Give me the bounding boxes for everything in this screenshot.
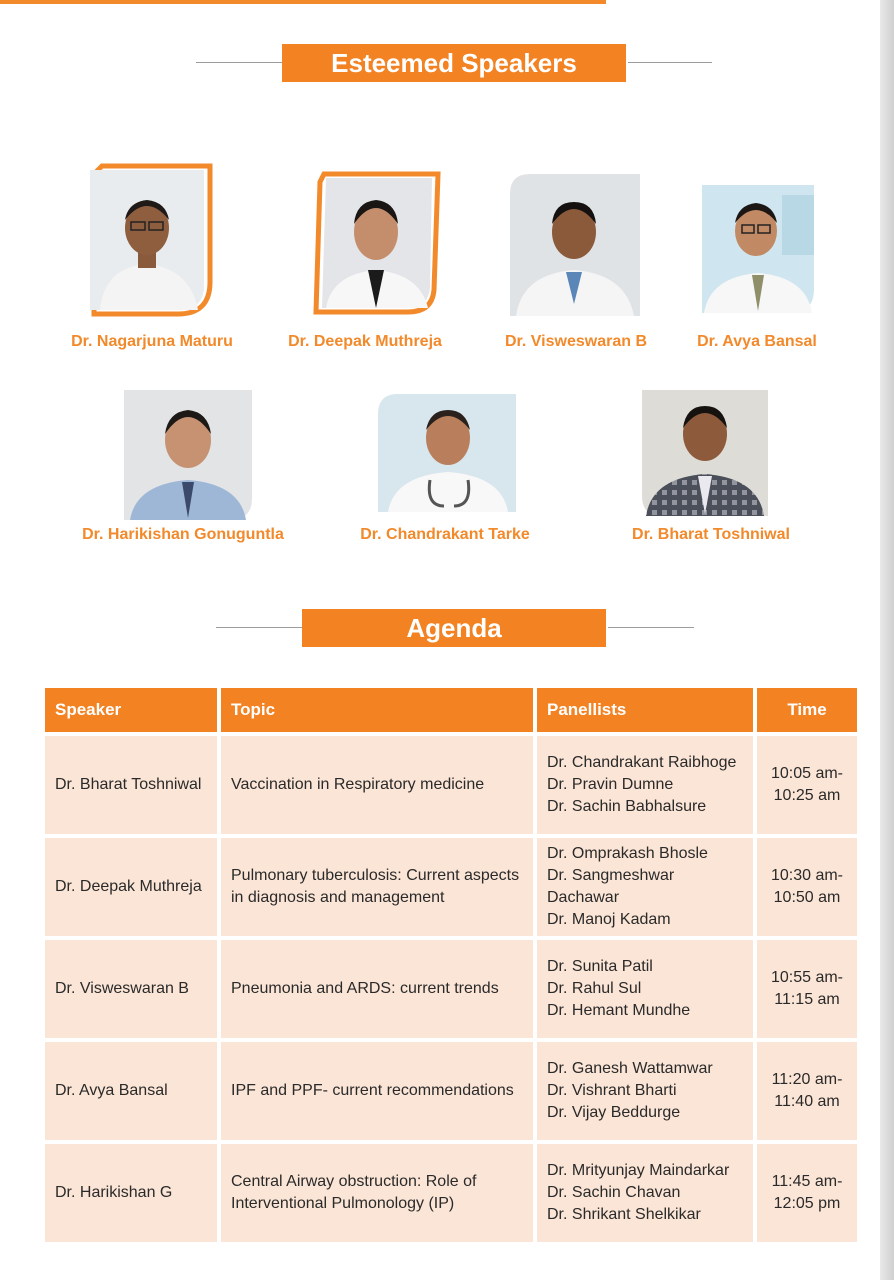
speaker-name-4: Dr. Avya Bansal bbox=[697, 333, 817, 350]
time-end: 10:25 am bbox=[773, 787, 841, 804]
table-row bbox=[45, 838, 857, 936]
speaker-name-5: Dr. Harikishan Gonuguntla bbox=[82, 526, 284, 543]
panellist: Dr. Vijay Beddurge bbox=[547, 1104, 681, 1121]
time-start: 10:30 am- bbox=[770, 867, 844, 884]
speaker-name-1: Dr. Nagarjuna Maturu bbox=[71, 333, 233, 350]
panellist: Dr. Chandrakant Raibhoge bbox=[547, 754, 737, 771]
row-time bbox=[757, 1042, 857, 1140]
time-end: 11:40 am bbox=[774, 1093, 840, 1110]
speaker-photo-7 bbox=[642, 390, 768, 516]
speaker-photo-2 bbox=[312, 170, 444, 316]
panellist: Dr. Shrikant Shelkikar bbox=[547, 1206, 701, 1223]
row-topic: Pneumonia and ARDS: current trends bbox=[221, 940, 533, 1038]
panellist: Dr. Omprakash Bhosle bbox=[547, 845, 708, 862]
speaker-photo-3 bbox=[510, 174, 640, 316]
row-topic: Vaccination in Respiratory medicine bbox=[221, 736, 533, 834]
time-end: 12:05 pm bbox=[773, 1195, 841, 1212]
speaker-name-2: Dr. Deepak Muthreja bbox=[288, 333, 442, 350]
row-panellists bbox=[537, 1144, 753, 1242]
table-row bbox=[45, 940, 857, 1038]
panellist: Dr. Vishrant Bharti bbox=[547, 1082, 677, 1099]
speaker-name-7: Dr. Bharat Toshniwal bbox=[632, 526, 790, 543]
panellist: Dr. Pravin Dumne bbox=[547, 776, 674, 793]
time-end: 11:15 am bbox=[774, 991, 840, 1008]
header-speaker: Speaker bbox=[45, 688, 217, 732]
agenda-table bbox=[41, 684, 861, 1246]
speaker-photo-5 bbox=[124, 390, 252, 520]
panellist: Dr. Sachin Chavan bbox=[547, 1184, 681, 1201]
table-row bbox=[45, 1042, 857, 1140]
row-time bbox=[757, 736, 857, 834]
row-topic: IPF and PPF- current recommendations bbox=[221, 1042, 533, 1140]
speaker-photo-4 bbox=[702, 185, 814, 313]
row-time bbox=[757, 838, 857, 936]
row-panellists bbox=[537, 1042, 753, 1140]
row-time bbox=[757, 940, 857, 1038]
panellist: Dr. Sachin Babhalsure bbox=[547, 798, 707, 815]
time-end: 10:50 am bbox=[773, 889, 841, 906]
speaker-photo-1 bbox=[80, 162, 220, 322]
row-speaker: Dr. Avya Bansal bbox=[45, 1042, 217, 1140]
page-edge bbox=[880, 0, 894, 1280]
time-start: 11:45 am- bbox=[771, 1173, 843, 1190]
panellist: Dr. Manoj Kadam bbox=[547, 911, 671, 928]
heading-rule-right bbox=[628, 62, 712, 63]
speaker-photo-6 bbox=[378, 394, 516, 512]
row-speaker: Dr. Deepak Muthreja bbox=[45, 838, 217, 936]
row-speaker: Dr. Visweswaran B bbox=[45, 940, 217, 1038]
top-accent-bar bbox=[0, 0, 606, 4]
speaker-name-6: Dr. Chandrakant Tarke bbox=[360, 526, 530, 543]
row-time bbox=[757, 1144, 857, 1242]
table-row bbox=[45, 736, 857, 834]
panellist: Dr. Sunita Patil bbox=[547, 958, 653, 975]
row-panellists bbox=[537, 838, 753, 936]
panellist: Dr. Hemant Mundhe bbox=[547, 1002, 691, 1019]
time-start: 11:20 am- bbox=[771, 1071, 843, 1088]
row-speaker: Dr. Bharat Toshniwal bbox=[45, 736, 217, 834]
row-speaker: Dr. Harikishan G bbox=[45, 1144, 217, 1242]
time-start: 10:05 am- bbox=[770, 765, 844, 782]
panellist: Dr. Mrityunjay Maindarkar bbox=[547, 1162, 730, 1179]
header-panellists: Panellists bbox=[537, 688, 753, 732]
header-time: Time bbox=[757, 688, 857, 732]
row-topic: Central Airway obstruction: Role of Interventional Pulmonology (IP) bbox=[221, 1144, 533, 1242]
agenda-heading: Agenda bbox=[302, 609, 606, 647]
panellist: Dr. Ganesh Wattamwar bbox=[547, 1060, 713, 1077]
agenda-rule-left bbox=[216, 627, 302, 628]
panellist: Dr. Rahul Sul bbox=[547, 980, 642, 997]
row-topic: Pulmonary tuberculosis: Current aspects in diagnosis and management bbox=[221, 838, 533, 936]
speaker-name-3: Dr. Visweswaran B bbox=[505, 333, 647, 350]
speakers-heading: Esteemed Speakers bbox=[282, 44, 626, 82]
agenda-rule-right bbox=[608, 627, 694, 628]
panellist: Dr. Sangmeshwar Dachawar bbox=[547, 867, 675, 906]
row-panellists bbox=[537, 736, 753, 834]
table-row bbox=[45, 1144, 857, 1242]
time-start: 10:55 am- bbox=[770, 969, 844, 986]
row-panellists bbox=[537, 940, 753, 1038]
header-topic: Topic bbox=[221, 688, 533, 732]
heading-rule-left bbox=[196, 62, 282, 63]
agenda-header-row bbox=[45, 688, 857, 732]
